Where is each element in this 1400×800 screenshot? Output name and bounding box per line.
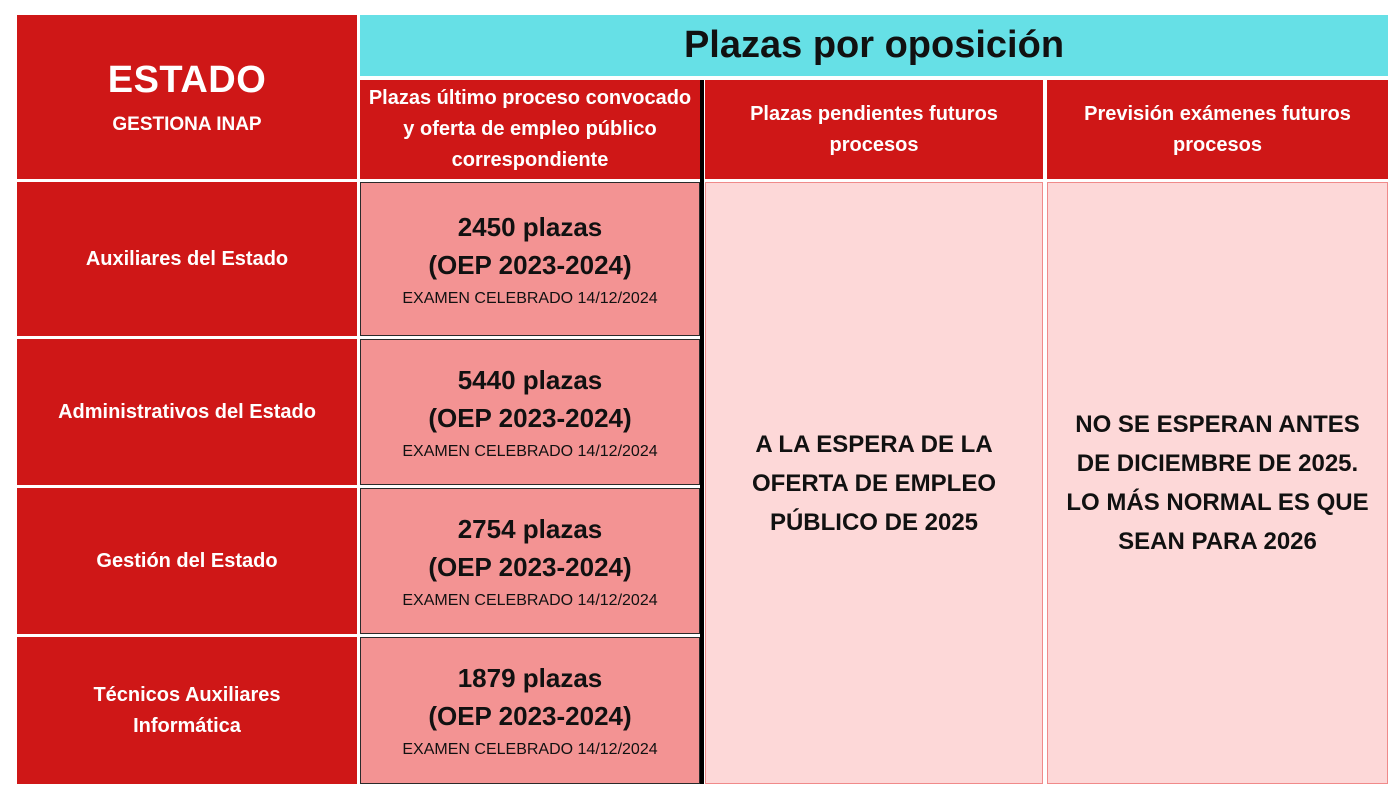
plazas-count: 2450 plazas <box>457 211 603 242</box>
row-label-text: Auxiliares del Estado <box>85 247 289 270</box>
plazas-oep: (OEP 2023-2024) <box>428 249 632 280</box>
plazas-count: 1879 plazas <box>457 663 603 693</box>
column-header-label: Previsión exámenes futuros procesos <box>1084 103 1351 156</box>
estado-subtitle: GESTIONA INAP <box>112 113 262 135</box>
row-label <box>17 339 357 485</box>
column-header-ultimo-proceso <box>360 80 700 179</box>
row-label-text: Gestión del Estado <box>96 549 278 572</box>
page-title: Plazas por oposición <box>683 24 1065 66</box>
column-header-pendientes <box>705 80 1043 179</box>
prevision-cell <box>1047 182 1388 784</box>
column-header-prevision <box>1047 80 1388 179</box>
plazas-oep: (OEP 2023-2024) <box>428 701 632 731</box>
estado-header <box>17 15 357 179</box>
plazas-cell <box>360 182 700 336</box>
plazas-oep: (OEP 2023-2024) <box>428 551 632 582</box>
pendientes-text: A LA ESPERA DE LA OFERTA DE EMPLEO PÚBLICO DE 2025 <box>751 430 996 536</box>
column-header-label: Plazas pendientes futuros procesos <box>750 103 998 156</box>
plazas-oep: (OEP 2023-2024) <box>428 402 632 433</box>
plazas-examen: EXAMEN CELEBRADO 14/12/2024 <box>402 442 658 460</box>
column-header-label: Plazas último proceso convocado y oferta de empleo público correspondiente <box>368 87 692 171</box>
prevision-text: NO SE ESPERAN ANTES DE DICIEMBRE DE 2025. LO MÁS NORMAL ES QUE SEAN PARA 2026 <box>1066 411 1369 555</box>
row-label <box>17 637 357 784</box>
row-label <box>17 182 357 336</box>
main-title-banner <box>360 15 1388 76</box>
row-label-text: Administrativos del Estado <box>58 400 316 423</box>
plazas-examen: EXAMEN CELEBRADO 14/12/2024 <box>402 591 658 609</box>
plazas-examen: EXAMEN CELEBRADO 14/12/2024 <box>402 741 658 758</box>
plazas-count: 5440 plazas <box>457 364 603 395</box>
row-label-text: Técnicos Auxiliares Informática <box>93 683 281 737</box>
estado-title: ESTADO <box>107 58 267 101</box>
plazas-cell <box>360 488 700 634</box>
pendientes-cell <box>705 182 1043 784</box>
plazas-count: 2754 plazas <box>457 513 603 544</box>
plazas-cell <box>360 339 700 485</box>
plazas-examen: EXAMEN CELEBRADO 14/12/2024 <box>402 289 658 307</box>
column-divider <box>700 80 704 784</box>
plazas-cell <box>360 637 700 784</box>
row-label <box>17 488 357 634</box>
